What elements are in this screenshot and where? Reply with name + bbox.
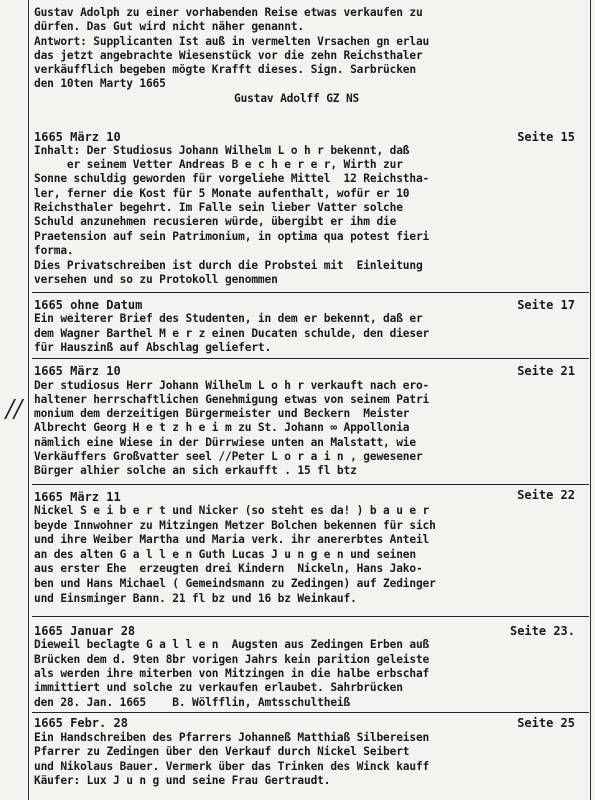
entry-line: nämlich eine Wiese in der Dürrwiese unten an Malstatt, wie (34, 436, 416, 449)
entry-page: Seite 25 (517, 716, 575, 730)
section-rule (32, 292, 589, 293)
entry-line: Bürger alhier solche an sich erkaufft . 15 fl btz (34, 464, 357, 477)
entry-date: 1665 Januar 28 (34, 624, 136, 638)
section-rule (32, 616, 589, 617)
entry-line: und Einsminger Bann. 21 fl bz und 16 bz Weinkauf. (34, 592, 357, 605)
entry-line: für Hauszinß auf Abschlag geliefert. (34, 341, 272, 354)
entry-line: Ein weiterer Brief des Studenten, in dem er bekennt, daß er (34, 312, 423, 325)
entry-date: 1665 Febr. 28 (34, 716, 128, 730)
left-margin-line (28, 0, 29, 800)
entry-line: forma. (34, 244, 74, 257)
intro-line: das jetzt angebrachte Wiesenstück vor die zehn Reichsthaler (34, 49, 423, 62)
entry-date: 1665 März 11 (34, 490, 121, 504)
entry-line: als werden ihre miterben von Mitzingen in die halbe erbschaf (34, 667, 430, 680)
entry-line: Sonne schuldig geworden für vorgeliehe Mittel 12 Reichstha- (34, 172, 430, 185)
entry-line: Käufer: Lux J u n g und seine Frau Gertraudt. (34, 774, 331, 787)
entry-line: ben und Hans Michael ( Gemeindsmann zu Zedingen) auf Zedinger (34, 577, 436, 590)
entry-line: dem Wagner Barthel M e r z einen Ducaten schulde, den dieser (34, 327, 430, 340)
entry-line: den 28. Jan. 1665 B. Wölfflin, Amtsschultheiß (34, 696, 351, 709)
entry-line: Schuld anzunehmen recusieren würde, übergibt er ihm die (34, 215, 397, 228)
entry-line: Verkäuffers Großvatter seel //Peter L o r a i n , gewesener (34, 450, 423, 463)
entry-line: an des alten G a l l e n Guth Lucas J u n g e n und seinen (34, 548, 416, 561)
entry-line: ler, ferner die Kost für 5 Monate aufenthalt, wofür er 10 (34, 187, 410, 200)
entry-line: Albrecht Georg H e t z h e i m zu St. Johann ∞ Appollonia (34, 421, 410, 434)
entry-line: aus erster Ehe erzeugten drei Kindern Nickeln, Hans Jako- (34, 562, 423, 575)
entry-line: Der studiosus Herr Johann Wilhelm L o h r verkauft nach ero- (34, 379, 430, 392)
entry-line: er seinem Vetter Andreas B e c h e r e r, Wirth zur (34, 158, 403, 171)
entry-page: Seite 15 (517, 130, 575, 144)
intro-line: Gustav Adolph zu einer vorhabenden Reise etwas verkaufen zu (34, 6, 423, 19)
entry-date: 1665 ohne Datum (34, 298, 143, 312)
section-rule (32, 358, 589, 359)
entry-line: immittiert und solche zu verkaufen erlaubet. Sahrbrücken (34, 681, 403, 694)
entry-page: Seite 21 (517, 364, 575, 378)
entry-line: haltener herrschaftlichen Genehmigung etwas von seinem Patri (34, 393, 430, 406)
entry-line: Pfarrer zu Zedingen über den Verkauf durch Nickel Seibert (34, 745, 410, 758)
entry-line: Brücken dem d. 9ten 8br vorigen Jahrs kein parition geleiste (34, 653, 430, 666)
entry-line: monium dem derzeitigen Bürgermeister und Beckern Meister (34, 407, 410, 420)
entry-line: Praetension auf sein Patrimonium, in optima qua potest fieri (34, 230, 430, 243)
right-margin-line (590, 0, 591, 800)
intro-line: Antwort: Supplicanten Ist auß in vermelten Vrsachen gn erlau (34, 35, 430, 48)
entry-page: Seite 22 (517, 488, 575, 502)
section-rule (32, 484, 589, 485)
intro-line: den 10ten Marty 1665 (34, 77, 166, 90)
entry-line: Inhalt: Der Studiosus Johann Wilhelm L o h r bekennt, daß (34, 144, 410, 157)
intro-signature: Gustav Adolff GZ NS (234, 92, 360, 105)
entry-page: Seite 17 (517, 298, 575, 312)
entry-line: Dies Privatschreiben ist durch die Probstei mit Einleitung (34, 259, 423, 272)
margin-mark: // (6, 395, 23, 423)
entry-line: und ihre Weiber Martha und Maria verk. ihr anererbtes Anteil (34, 533, 430, 546)
entry-line: und Nikolaus Bauer. Vermerk über das Trinken des Winck kauff (34, 760, 430, 773)
section-rule (32, 712, 589, 713)
entry-date: 1665 März 10 (34, 130, 121, 144)
intro-line: dürfen. Das Gut wird nicht näher genannt. (34, 20, 305, 33)
entry-page: Seite 23. (509, 624, 575, 638)
entry-line: Dieweil beclagte G a l l e n Augsten aus Zedingen Erben auß (34, 638, 430, 651)
entry-date: 1665 März 10 (34, 364, 121, 378)
entry-line: Reichsthaler begehrt. Im Falle sein lieber Vatter solche (34, 201, 403, 214)
intro-line: verkäufflich begeben mögte Krafft dieses. Sign. Sarbrücken (34, 63, 416, 76)
entry-line: versehen und so zu Protokoll genommen (34, 273, 278, 286)
entry-line: Ein Handschreiben des Pfarrers Johanneß Matthiaß Silbereisen (34, 731, 430, 744)
entry-line: Nickel S e i b e r t und Nicker (so steht es da! ) b a u e r (34, 504, 430, 517)
entry-line: beyde Innwohner zu Mitzingen Metzer Bolchen bekennen für sich (34, 519, 436, 532)
